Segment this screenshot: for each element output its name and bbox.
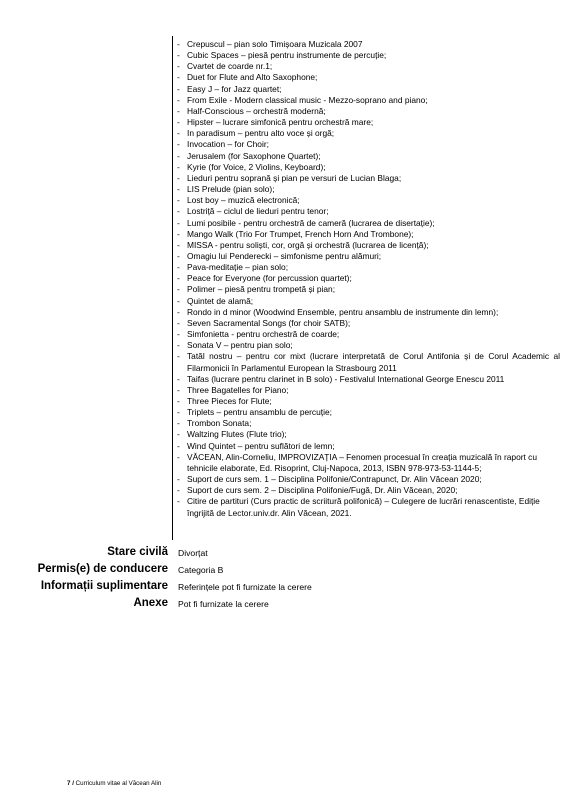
list-bullet: - [177,172,180,183]
list-item [176,296,560,307]
list-item-text: Pava-meditație – pian solo; [187,262,289,273]
list-item-text: Taifas (lucrare pentru clarinet in B solo) - Festivalul International George Enescu 2011 [187,373,505,384]
list-bullet: - [177,373,180,384]
list-item-text: Jerusalem (for Saxophone Quartet); [187,150,321,161]
list-item-text: VĂCEAN, Alin-Corneliu, IMPROVIZAȚIA – Fenomen procesual în creația muzicală în raport cu tehnicile elaborate, Ed. Risoprint, Cluj-Napoca, 2013, ISBN 978-973-53-1144-5; [187,451,538,473]
list-bullet: - [177,139,180,150]
list-bullet: - [177,418,180,429]
civil-status-label: Stare civilă [107,546,168,558]
list-item [176,385,560,396]
list-bullet: - [177,474,180,485]
list-bullet: - [177,150,180,161]
list-item [176,284,560,295]
list-item [176,206,560,217]
list-item [176,218,560,229]
list-item-text: Three Pieces for Flute; [187,396,272,406]
list-item [176,307,560,318]
list-item-text: Polimer – piesă pentru trompetă și pian; [187,284,336,295]
list-item-text: Suport de curs sem. 1 – Disciplina Polifonie/Contrapunct, Dr. Alin Văcean 2020; [187,474,482,485]
annexes-value: Pot fi furnizate la cerere [178,599,269,609]
list-item-text: Lost boy – muzică electronică; [187,195,300,206]
list-item [176,407,560,418]
list-item-text: Sonata V – pentru pian solo; [187,340,293,351]
list-item [176,374,560,385]
additional-info-row [0,579,572,596]
list-bullet: - [177,228,180,239]
list-item [176,195,560,206]
list-bullet: - [177,396,180,406]
list-bullet: - [177,83,180,94]
list-item [176,229,560,240]
list-item-text: Tatăl nostru – pentru cor mixt (lucrare interpretată de Corul Antifonia și de Corul Academic al Filarmonicii în Parlamentul European la Strasbourg 2011 [187,351,560,373]
list-item-text: MISSA - pentru soliști, cor, orgă și orchestră (lucrarea de licență); [187,239,429,250]
annexes-row [0,596,572,613]
works-list [176,39,560,519]
list-item [176,95,560,106]
list-item-text: Lieduri pentru soprană și pian pe versuri de Lucian Blaga; [187,172,402,183]
list-bullet: - [177,117,180,128]
list-item-text: Mango Walk (Trio For Trumpet, French Horn And Trombone); [187,228,414,239]
list-item-text: Suport de curs sem. 2 – Disciplina Polifonie/Fugă, Dr. Alin Văcean, 2020; [187,485,458,496]
list-item-text: Quintet de alamă; [187,295,254,306]
list-bullet: - [177,485,180,496]
list-item-text: Wind Quintet – pentru suflători de lemn; [187,440,335,451]
list-item [176,162,560,173]
list-bullet: - [177,262,180,273]
list-item [176,106,560,117]
annexes-label: Anexe [133,597,168,609]
driving-license-value: Categoria B [178,565,224,575]
list-bullet: - [177,284,180,295]
list-item [176,474,560,485]
list-item-text: Hipster – lucrare simfonică pentru orchestră mare; [187,117,374,128]
list-item [176,184,560,195]
list-item [176,452,560,474]
list-item [176,151,560,162]
list-item-text: In paradisum – pentru alto voce și orgă; [187,128,335,139]
list-item-text: Cvartet de coarde nr.1; [187,61,273,72]
list-bullet: - [177,351,180,362]
list-item-text: Seven Sacramental Songs (for choir SATB); [187,317,351,328]
page-number: 7 [67,780,71,787]
civil-status-row [0,545,572,562]
list-bullet: - [177,440,180,451]
list-item-text: Duet for Flute and Alto Saxophone; [187,72,318,83]
page-footer [67,780,161,787]
list-item-text: Waltzing Flutes (Flute trio); [187,429,287,440]
list-bullet: - [177,340,180,351]
list-item-text: Triplets – pentru ansamblu de percuție; [187,407,332,418]
list-item-text: Easy J – for Jazz quartet; [187,83,282,94]
list-item [176,84,560,95]
list-item [176,139,560,150]
list-item [176,496,560,518]
list-bullet: - [177,306,180,317]
list-bullet: - [177,239,180,250]
additional-info-label: Informații suplimentare [40,580,168,592]
list-item-text: From Exile - Modern classical music - Mezzo-soprano and piano; [187,94,428,105]
list-item-text: Cubic Spaces – piesă pentru instrumente de percuție; [187,50,387,61]
list-item [176,72,560,83]
list-item [176,128,560,139]
list-bullet: - [177,195,180,206]
list-item [176,240,560,251]
list-item-text: Kyrie (for Voice, 2 Violins, Keyboard); [187,161,326,172]
list-item [176,173,560,184]
list-item-text: Invocation – for Choir; [187,139,269,150]
list-item-text: Omagiu lui Penderecki – simfonisme pentru alămuri; [187,250,382,261]
list-bullet: - [177,273,180,284]
list-item [176,117,560,128]
list-item-text: Half-Conscious – orchestră modernă; [187,105,326,116]
list-bullet: - [177,451,180,462]
list-bullet: - [177,94,180,105]
list-bullet: - [177,161,180,172]
list-bullet: - [177,50,180,61]
list-bullet: - [177,429,180,440]
list-bullet: - [177,39,180,49]
list-bullet: - [177,384,180,395]
list-item [176,351,560,373]
footer-text: Curriculum vitae al Văcean Alin [75,780,162,787]
list-bullet: - [177,496,180,507]
list-item-text: Citire de partituri (Curs practic de scriitură polifonică) – Culegere de lucrări renascentiste, Ediție îngrijită de Lector.univ.dr. Alin Văcean, 2021. [187,496,540,518]
driving-license-row [0,562,572,579]
list-bullet: - [177,61,180,72]
list-item [176,273,560,284]
list-item [176,340,560,351]
list-item [176,441,560,452]
list-item-text: Peace for Everyone (for percussion quartet); [187,273,352,284]
list-item [176,50,560,61]
list-bullet: - [177,184,180,195]
list-item-text: Crepuscul – pian solo Timișoara Muzicala 2007 [187,39,363,49]
list-bullet: - [177,295,180,306]
list-item [176,485,560,496]
list-item-text: Lumi posibile - pentru orchestră de cameră (lucrarea de disertație); [187,217,435,228]
list-item [176,418,560,429]
list-item-text: LIS Prelude (pian solo); [187,184,275,195]
vertical-divider [172,36,173,540]
list-bullet: - [177,217,180,228]
list-bullet: - [177,72,180,83]
list-item [176,429,560,440]
list-item [176,396,560,407]
list-item-text: Rondo in d minor (Woodwind Ensemble, pentru ansamblu de instrumente din lemn); [187,306,499,317]
driving-license-label: Permis(e) de conducere [37,563,168,575]
list-bullet: - [177,407,180,418]
list-bullet: - [177,329,180,340]
list-item-text: Simfonietta - pentru orchestră de coarde; [187,329,340,340]
list-item [176,329,560,340]
list-bullet: - [177,317,180,328]
page-separator: / [72,780,74,787]
list-item [176,251,560,262]
list-bullet: - [177,128,180,139]
list-item [176,61,560,72]
list-item-text: Trombon Sonata; [187,418,252,429]
list-bullet: - [177,250,180,261]
list-item [176,39,560,50]
list-bullet: - [177,206,180,217]
additional-info-value: Referințele pot fi furnizate la cerere [178,582,312,592]
list-item-text: Lostriță – ciclul de lieduri pentru tenor; [187,206,329,217]
list-item-text: Three Bagatelles for Piano; [187,384,289,395]
list-bullet: - [177,105,180,116]
civil-status-value: Divorțat [178,548,208,558]
list-item [176,262,560,273]
list-item [176,318,560,329]
personal-info-section [0,545,572,613]
